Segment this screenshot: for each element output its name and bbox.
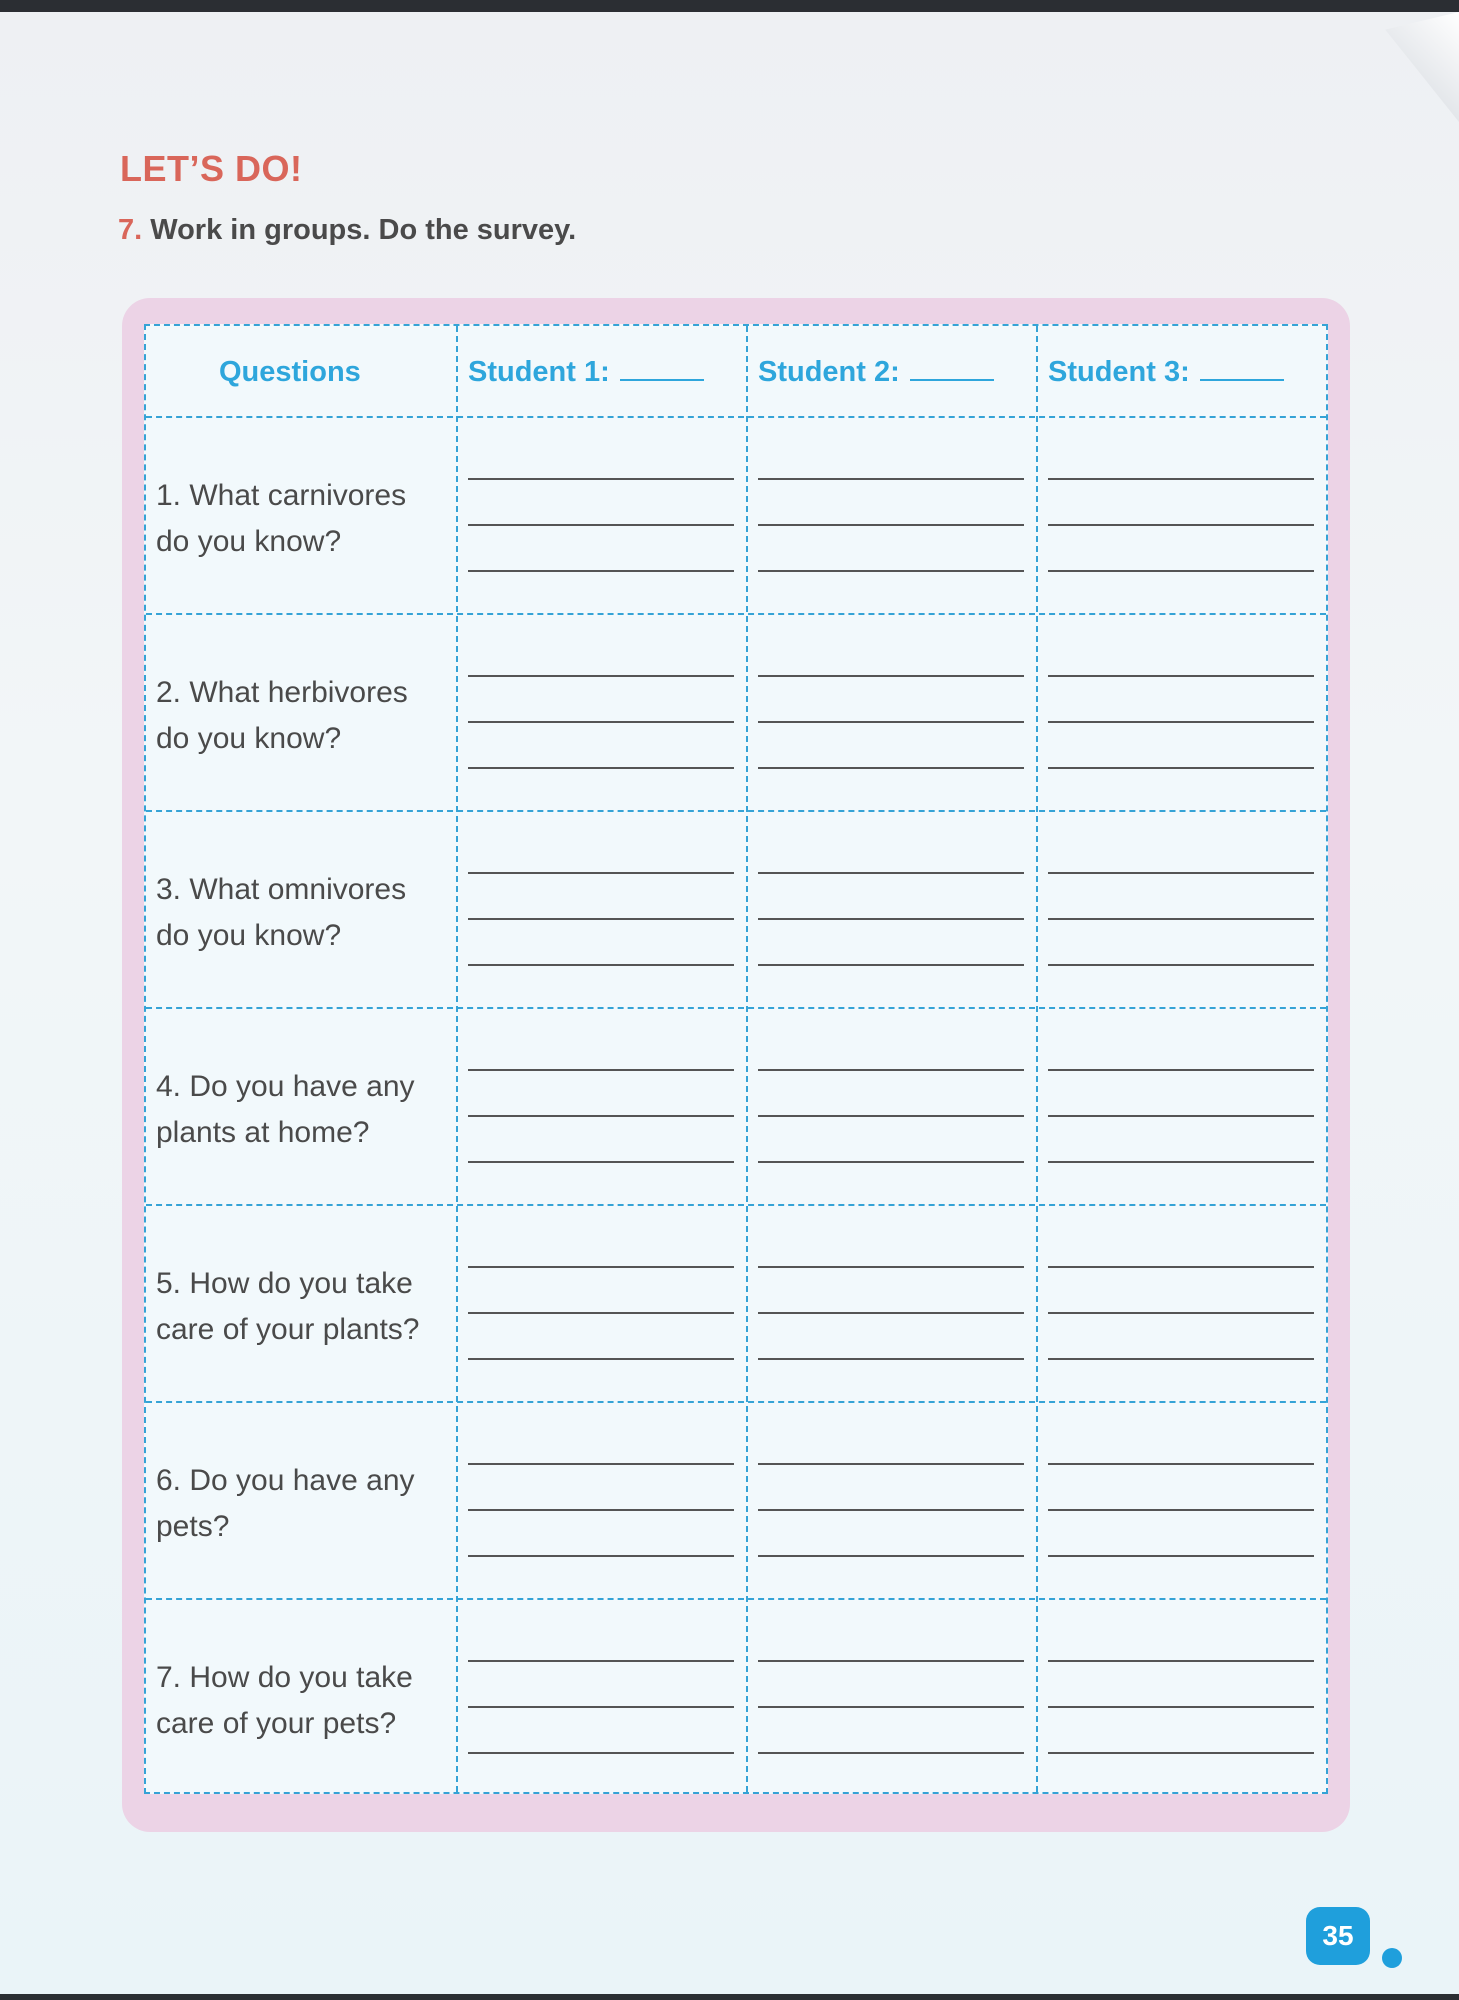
answer-line-q4-student-1[interactable] (468, 1115, 734, 1117)
instruction (118, 214, 576, 247)
header-student-2-label: Student 2: (758, 356, 900, 388)
survey-table (144, 324, 1328, 1794)
answer-line-q5-student-3[interactable] (1048, 1266, 1314, 1268)
answer-line-q3-student-1[interactable] (468, 872, 734, 874)
question-7 (156, 1655, 466, 1747)
answer-line-q2-student-2[interactable] (758, 767, 1024, 769)
instruction-number: 7. (118, 214, 143, 246)
answer-line-q5-student-1[interactable] (468, 1266, 734, 1268)
answer-line-q5-student-1[interactable] (468, 1358, 734, 1360)
answer-line-q7-student-3[interactable] (1048, 1706, 1314, 1708)
answer-line-q2-student-2[interactable] (758, 721, 1024, 723)
row-divider (146, 613, 1326, 615)
answer-line-q7-student-1[interactable] (468, 1660, 734, 1662)
header-student-1 (468, 356, 704, 389)
row-divider (146, 1204, 1326, 1206)
answer-line-q7-student-1[interactable] (468, 1752, 734, 1754)
column-divider (746, 326, 748, 1792)
row-divider (146, 1598, 1326, 1600)
answer-line-q7-student-2[interactable] (758, 1660, 1024, 1662)
question-line-1: 3. What omnivores (156, 873, 407, 906)
question-1 (156, 473, 466, 565)
question-line-1: 2. What herbivores (156, 676, 408, 709)
scan-bottom-edge (0, 1994, 1459, 2000)
row-divider (146, 1401, 1326, 1403)
answer-line-q5-student-1[interactable] (468, 1312, 734, 1314)
answer-line-q7-student-3[interactable] (1048, 1660, 1314, 1662)
answer-line-q4-student-3[interactable] (1048, 1069, 1314, 1071)
header-student-1-label: Student 1: (468, 356, 610, 388)
answer-line-q3-student-1[interactable] (468, 918, 734, 920)
answer-line-q2-student-1[interactable] (468, 767, 734, 769)
question-line-2: do you know? (156, 919, 342, 952)
row-divider (146, 810, 1326, 812)
answer-line-q6-student-1[interactable] (468, 1555, 734, 1557)
answer-line-q7-student-2[interactable] (758, 1706, 1024, 1708)
answer-line-q1-student-2[interactable] (758, 478, 1024, 480)
answer-line-q6-student-2[interactable] (758, 1555, 1024, 1557)
student-3-name-blank[interactable] (1200, 375, 1284, 381)
header-student-2 (758, 356, 994, 389)
question-line-1: 4. Do you have any (156, 1070, 415, 1103)
header-student-3 (1048, 356, 1284, 389)
answer-line-q2-student-1[interactable] (468, 721, 734, 723)
answer-line-q1-student-1[interactable] (468, 524, 734, 526)
answer-line-q4-student-3[interactable] (1048, 1115, 1314, 1117)
page-number: 35 (1306, 1907, 1370, 1965)
answer-line-q5-student-2[interactable] (758, 1266, 1024, 1268)
answer-line-q3-student-2[interactable] (758, 918, 1024, 920)
answer-line-q4-student-2[interactable] (758, 1069, 1024, 1071)
answer-line-q7-student-3[interactable] (1048, 1752, 1314, 1754)
column-divider (1036, 326, 1038, 1792)
row-divider (146, 416, 1326, 418)
answer-line-q4-student-1[interactable] (468, 1161, 734, 1163)
answer-line-q1-student-2[interactable] (758, 524, 1024, 526)
answer-line-q1-student-3[interactable] (1048, 524, 1314, 526)
answer-line-q3-student-3[interactable] (1048, 964, 1314, 966)
answer-line-q6-student-2[interactable] (758, 1509, 1024, 1511)
question-4 (156, 1064, 466, 1156)
answer-line-q1-student-2[interactable] (758, 570, 1024, 572)
answer-line-q4-student-2[interactable] (758, 1161, 1024, 1163)
answer-line-q2-student-1[interactable] (468, 675, 734, 677)
student-1-name-blank[interactable] (620, 375, 704, 381)
question-line-2: do you know? (156, 722, 342, 755)
answer-line-q2-student-2[interactable] (758, 675, 1024, 677)
answer-line-q4-student-3[interactable] (1048, 1161, 1314, 1163)
answer-line-q7-student-2[interactable] (758, 1752, 1024, 1754)
answer-line-q6-student-1[interactable] (468, 1463, 734, 1465)
answer-line-q5-student-3[interactable] (1048, 1358, 1314, 1360)
answer-line-q6-student-3[interactable] (1048, 1509, 1314, 1511)
answer-line-q2-student-3[interactable] (1048, 721, 1314, 723)
scan-top-edge (0, 0, 1459, 12)
question-5 (156, 1261, 466, 1353)
answer-line-q3-student-1[interactable] (468, 964, 734, 966)
answer-line-q5-student-2[interactable] (758, 1312, 1024, 1314)
question-line-2: do you know? (156, 525, 342, 558)
question-6 (156, 1458, 466, 1550)
answer-line-q6-student-2[interactable] (758, 1463, 1024, 1465)
question-line-1: 1. What carnivores (156, 479, 407, 512)
answer-line-q3-student-3[interactable] (1048, 918, 1314, 920)
question-3 (156, 867, 466, 959)
instruction-text: Work in groups. Do the survey. (150, 214, 577, 246)
question-2 (156, 670, 466, 762)
answer-line-q2-student-3[interactable] (1048, 767, 1314, 769)
question-line-2: plants at home? (156, 1116, 370, 1149)
answer-line-q3-student-3[interactable] (1048, 872, 1314, 874)
answer-line-q4-student-1[interactable] (468, 1069, 734, 1071)
answer-line-q1-student-1[interactable] (468, 478, 734, 480)
page-number-dot (1382, 1948, 1402, 1968)
answer-line-q4-student-2[interactable] (758, 1115, 1024, 1117)
question-line-2: care of your pets? (156, 1707, 397, 1740)
answer-line-q3-student-2[interactable] (758, 872, 1024, 874)
answer-line-q1-student-3[interactable] (1048, 478, 1314, 480)
answer-line-q1-student-3[interactable] (1048, 570, 1314, 572)
question-line-1: 7. How do you take (156, 1661, 413, 1694)
answer-line-q3-student-2[interactable] (758, 964, 1024, 966)
section-heading: LET’S DO! (120, 148, 303, 189)
answer-line-q6-student-3[interactable] (1048, 1555, 1314, 1557)
question-line-2: care of your plants? (156, 1313, 420, 1346)
answer-line-q6-student-1[interactable] (468, 1509, 734, 1511)
row-divider (146, 1007, 1326, 1009)
answer-line-q7-student-1[interactable] (468, 1706, 734, 1708)
page-curl (1369, 12, 1459, 122)
header-student-3-label: Student 3: (1048, 356, 1190, 388)
answer-line-q5-student-3[interactable] (1048, 1312, 1314, 1314)
question-line-1: 5. How do you take (156, 1267, 413, 1300)
answer-line-q6-student-3[interactable] (1048, 1463, 1314, 1465)
header-questions: Questions (219, 356, 361, 388)
student-2-name-blank[interactable] (910, 375, 994, 381)
question-line-1: 6. Do you have any (156, 1464, 415, 1497)
answer-line-q5-student-2[interactable] (758, 1358, 1024, 1360)
answer-line-q2-student-3[interactable] (1048, 675, 1314, 677)
question-line-2: pets? (156, 1510, 230, 1543)
answer-line-q1-student-1[interactable] (468, 570, 734, 572)
